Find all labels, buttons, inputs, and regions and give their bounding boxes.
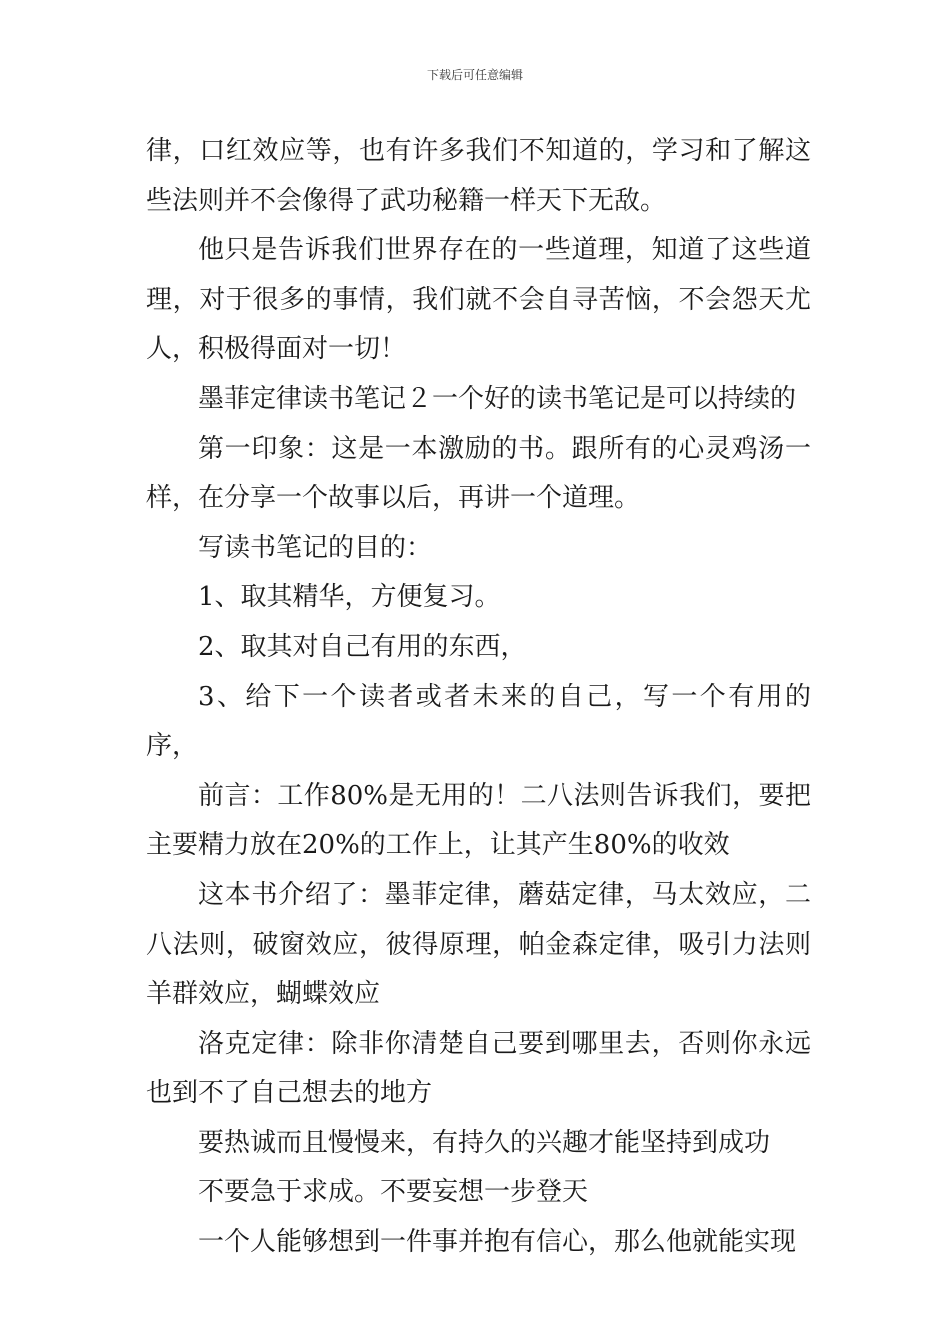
paragraph-2: 他只是告诉我们世界存在的一些道理，知道了这些道理，对于很多的事情，我们就不会自寻苦恼，不会怨天尤人，积极得面对一切！ bbox=[146, 235, 811, 365]
list-item-2: 2、取其对自己有用的东西， bbox=[198, 631, 527, 662]
paragraph-13: 一个人能够想到一件事并抱有信心，那么他就能实现 bbox=[198, 1227, 797, 1258]
paragraph-locke-law: 洛克定律：除非你清楚自己要到哪里去，否则你永远也到不了自己想去的地方 bbox=[146, 1028, 811, 1109]
document-body bbox=[146, 127, 811, 1268]
page-header-note: 下载后可任意编辑 bbox=[426, 68, 523, 82]
list-item-1: 1、取其精华，方便复习。 bbox=[198, 582, 501, 613]
paragraph-preface: 前言：工作80%是无用的！二八法则告诉我们，要把主要精力放在20%的工作上，让其产生80%的收效 bbox=[146, 780, 811, 861]
paragraph-5: 写读书笔记的目的： bbox=[198, 532, 433, 563]
paragraph-book-intro: 这本书介绍了：墨菲定律，蘑菇定律，马太效应，二八法则，破窗效应，彼得原理，帕金森定律，吸引力法则羊群效应，蝴蝶效应 bbox=[146, 879, 811, 1010]
paragraph-11: 要热诚而且慢慢来，有持久的兴趣才能坚持到成功 bbox=[198, 1127, 771, 1158]
paragraph-4: 第一印象：这是一本激励的书。跟所有的心灵鸡汤一样，在分享一个故事以后，再讲一个道理。 bbox=[146, 433, 811, 514]
paragraph-1: 律，口红效应等，也有许多我们不知道的，学习和了解这些法则并不会像得了武功秘籍一样天下无敌。 bbox=[146, 136, 811, 216]
paragraph-12: 不要急于求成。不要妄想一步登天 bbox=[198, 1177, 589, 1208]
paragraph-3: 墨菲定律读书笔记２一个好的读书笔记是可以持续的 bbox=[198, 383, 797, 414]
list-item-3: 3、给下一个读者或者未来的自己，写一个有用的序， bbox=[146, 681, 811, 762]
